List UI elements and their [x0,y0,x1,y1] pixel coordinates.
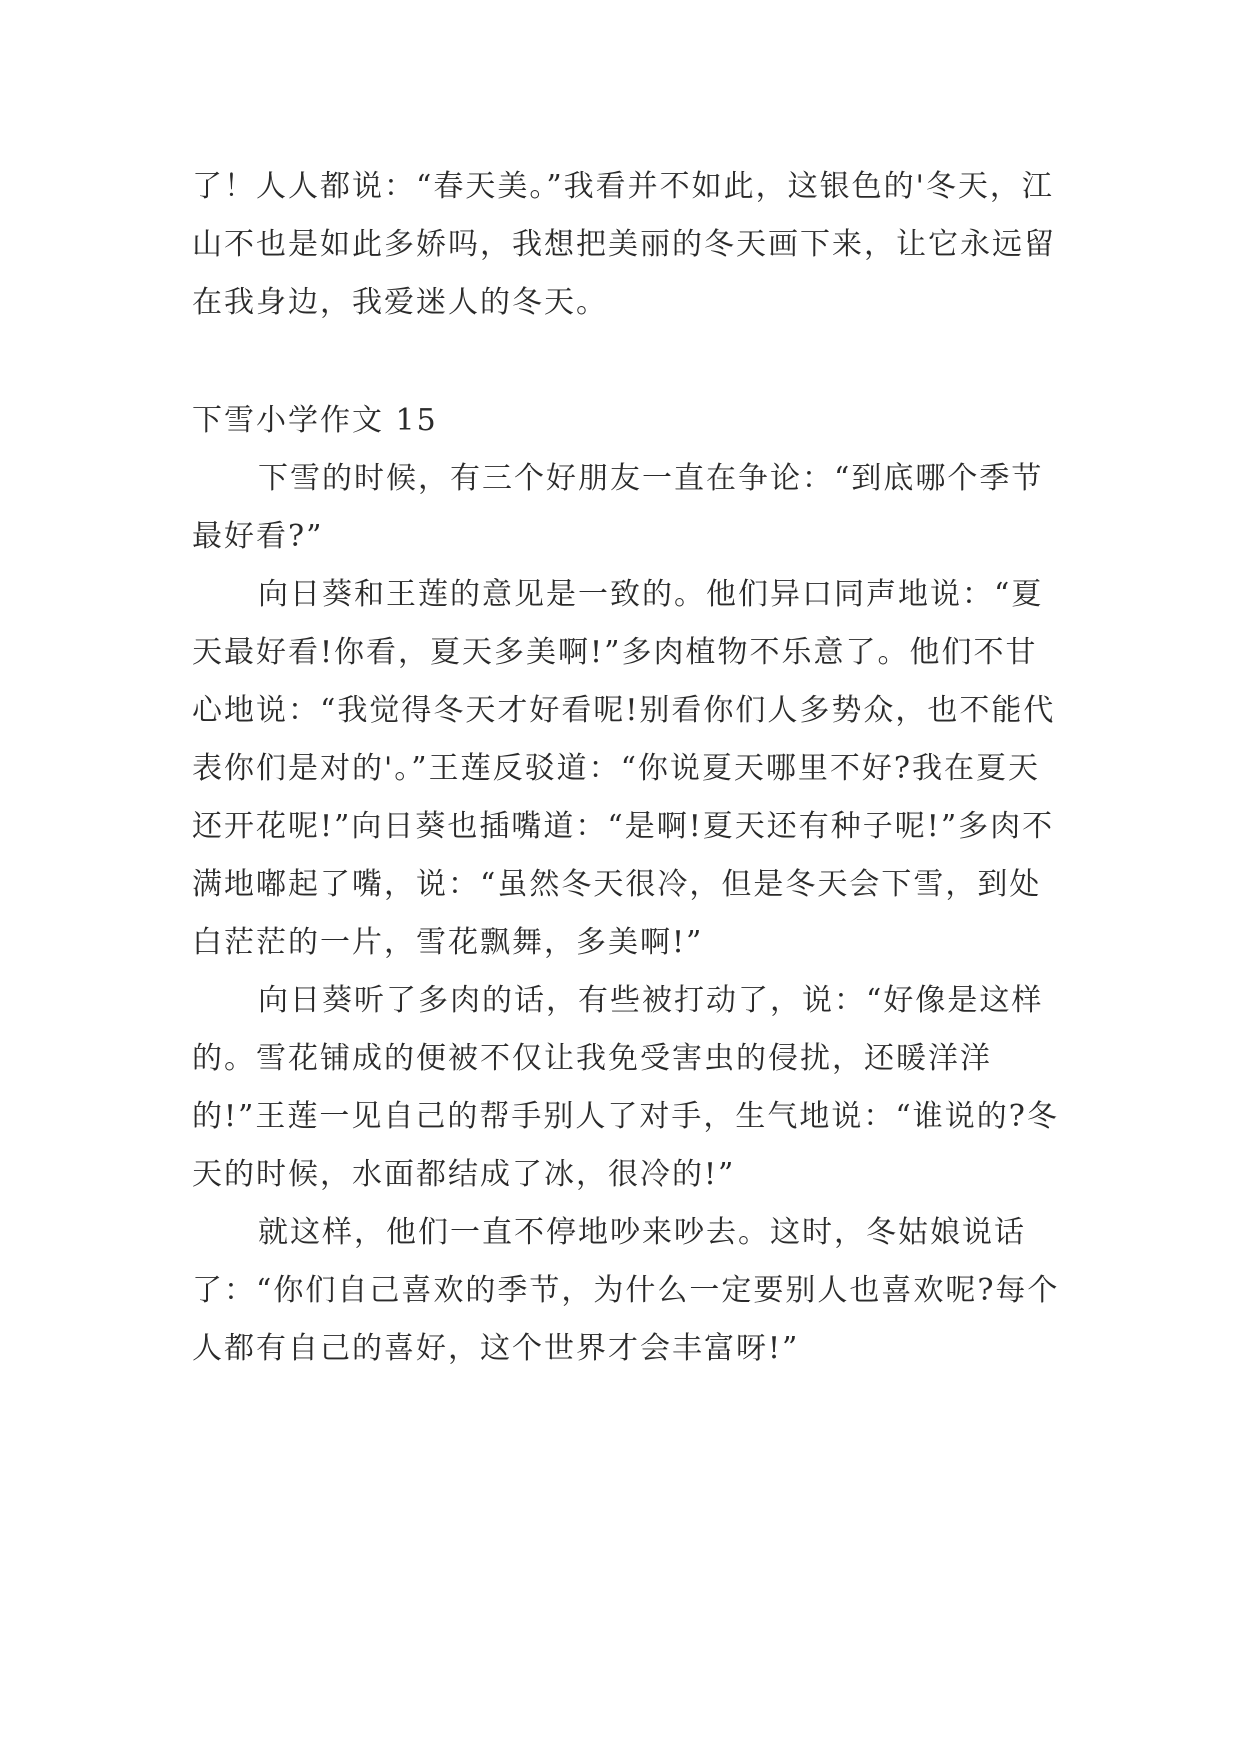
previous-essay-ending [192,158,1064,332]
paragraph: 向日葵和王莲的意见是一致的。他们异口同声地说：“夏天最好看!你看，夏天多美啊!”多肉植物不乐意了。他们不甘心地说：“我觉得冬天才好看呢!别看你们人多势众，也不能代表你们是对的'。”王莲反驳道：“你说夏天哪里不好?我在夏天还开花呢!”向日葵也插嘴道：“是啊!夏天还有种子呢!”多肉不满地嘟起了嘴，说：“虽然冬天很冷，但是冬天会下雪，到处白茫茫的一片，雪花飘舞，多美啊!” [192,577,1056,960]
paragraph: 了！人人都说：“春天美。”我看并不如此，这银色的'冬天，江山不也是如此多娇吗，我想把美丽的冬天画下来，让它永远留在我身边，我爱迷人的冬天。 [192,169,1056,320]
paragraph: 向日葵听了多肉的话，有些被打动了，说：“好像是这样的。雪花铺成的便被不仅让我免受害虫的侵扰，还暖洋洋的!”王莲一见自己的帮手别人了对手，生气地说：“谁说的?冬天的时候，水面都结成了冰，很冷的!” [192,983,1059,1192]
paragraph: 下雪的时候，有三个好朋友一直在争论：“到底哪个季节最好看?” [192,461,1044,554]
essay-section [192,392,1064,1378]
essay-title: 下雪小学作文 15 [192,403,438,438]
paragraph: 就这样，他们一直不停地吵来吵去。这时，冬姑娘说话了：“你们自己喜欢的季节，为什么一定要别人也喜欢呢?每个人都有自己的喜好，这个世界才会丰富呀!” [192,1215,1060,1366]
